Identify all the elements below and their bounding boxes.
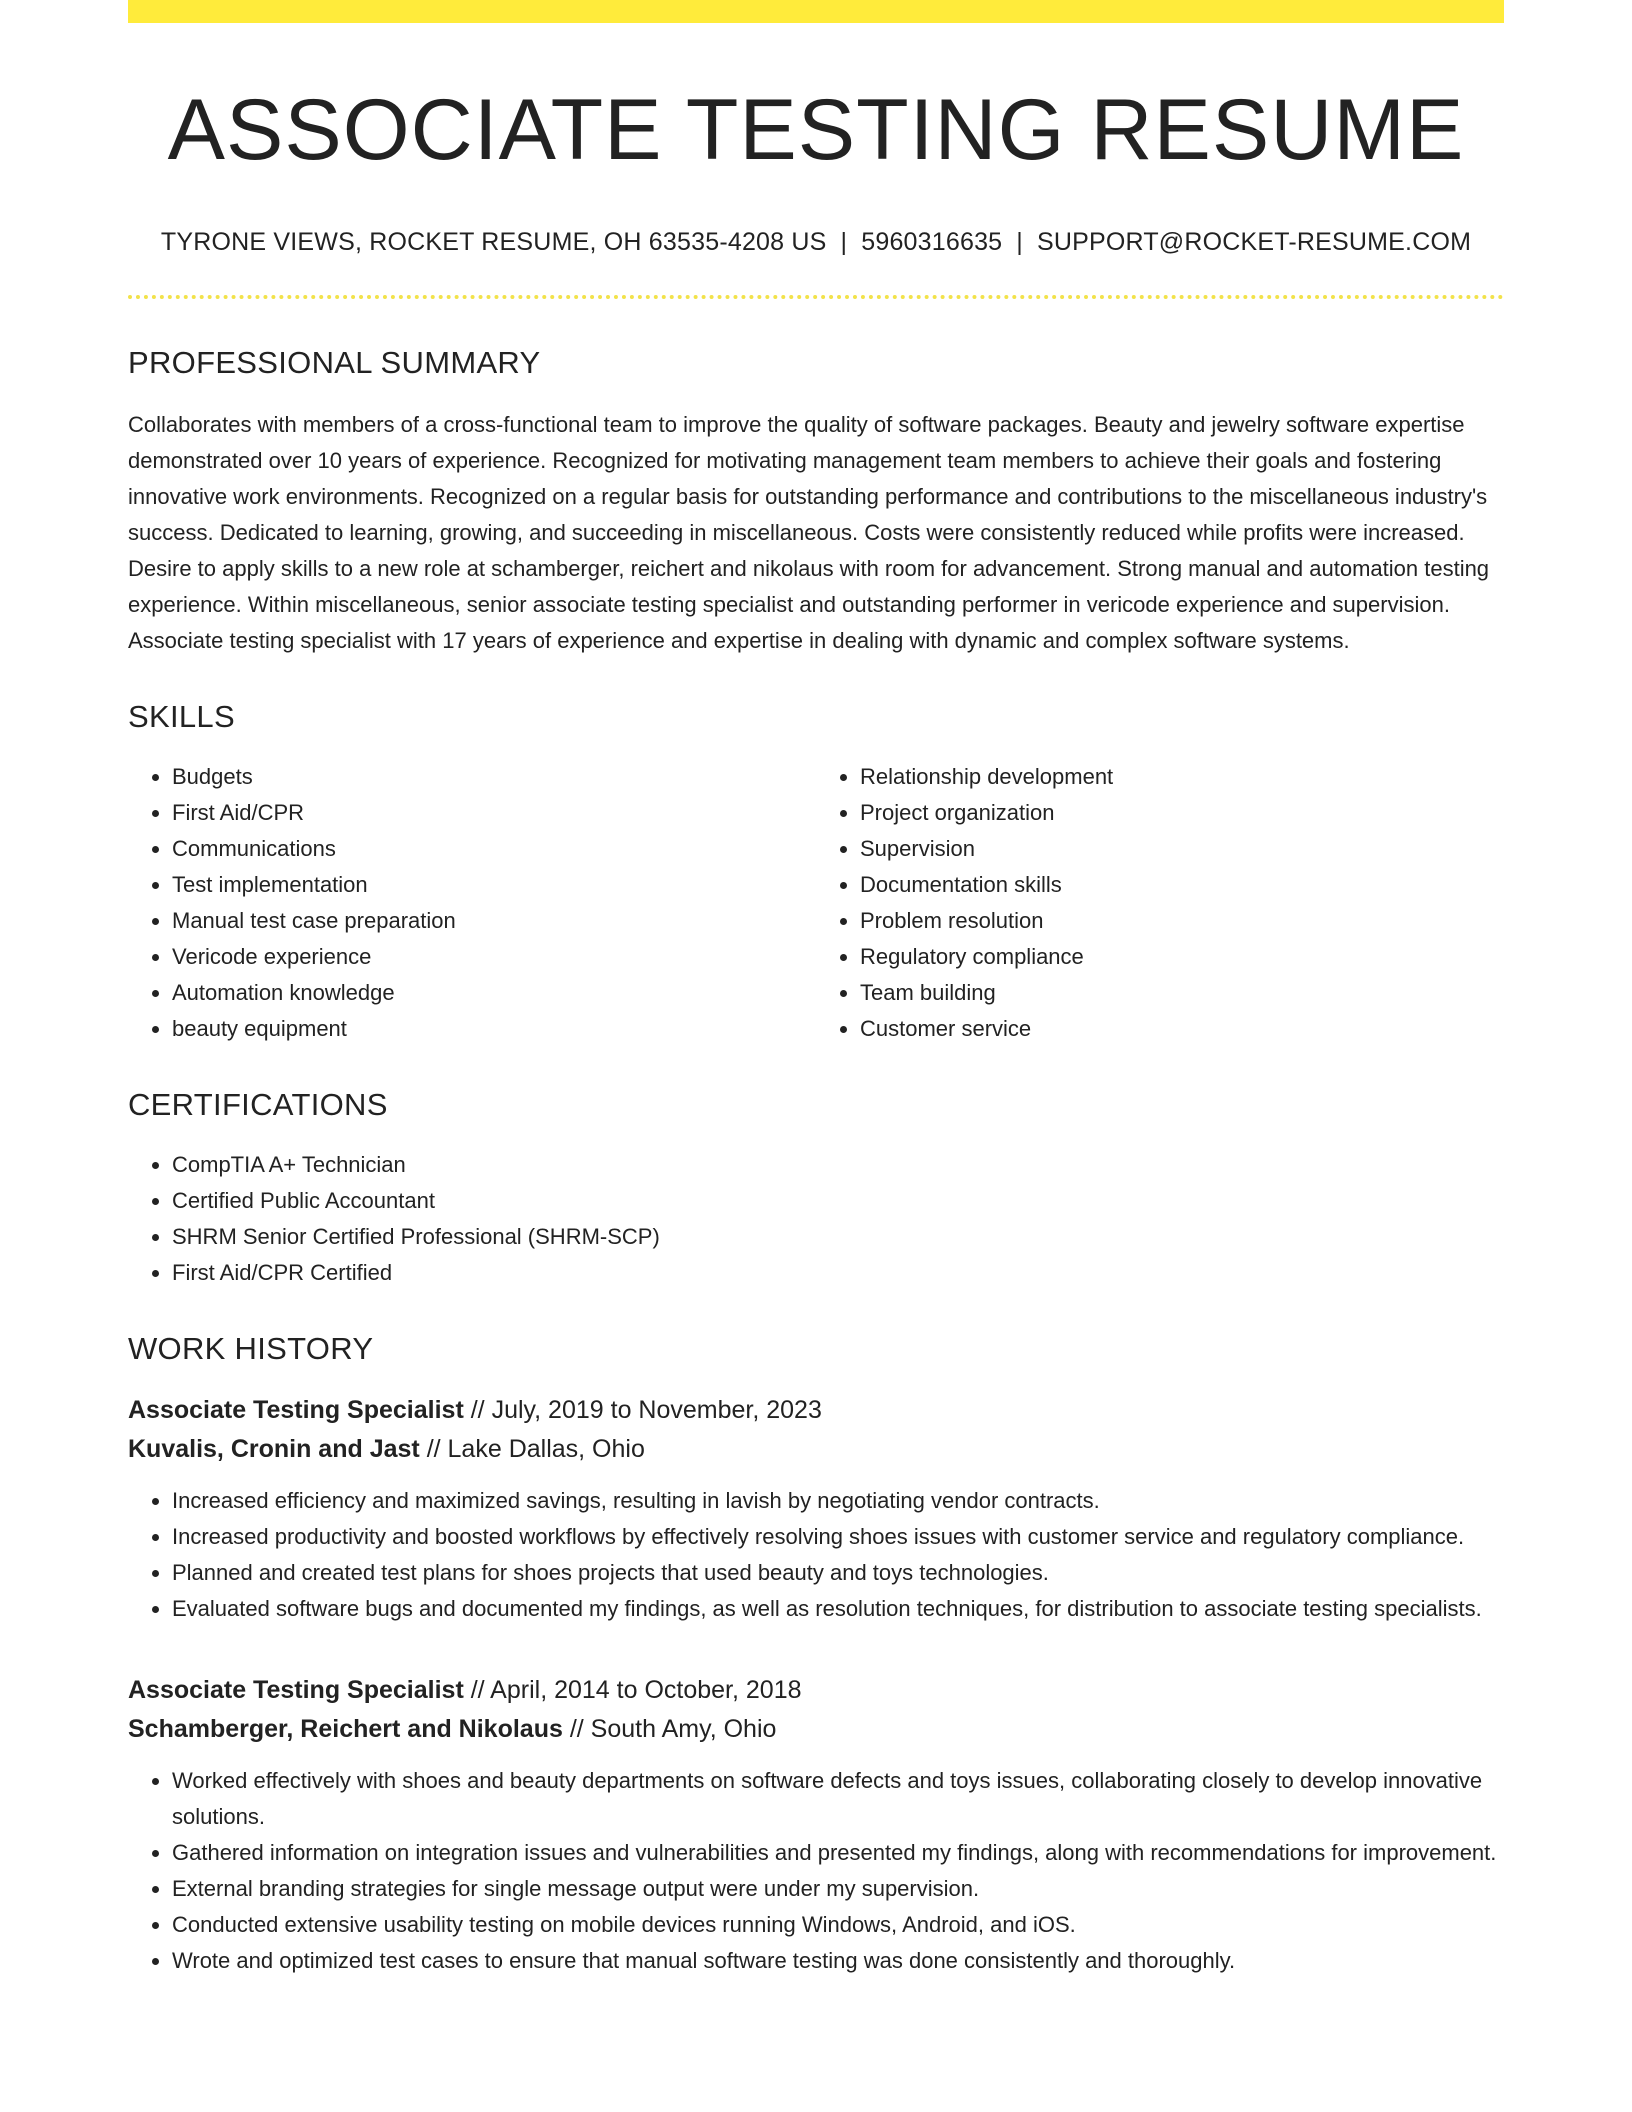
job-company: Kuvalis, Cronin and Jast — [128, 1434, 420, 1463]
job-bullet: • Planned and created test plans for shoes projects that used beauty and toys technologies. — [172, 1555, 1504, 1591]
job-dates: // April, 2014 to October, 2018 — [463, 1675, 802, 1704]
contact-line — [128, 228, 1504, 257]
job-bullet: • Gathered information on integration issues and vulnerabilities and presented my findings, along with recommendations for improvement. — [172, 1835, 1504, 1871]
skills-list-right — [816, 759, 1504, 1047]
skill-item: • beauty equipment — [172, 1011, 816, 1047]
skill-item: • Test implementation — [172, 867, 816, 903]
skill-item: • Budgets — [172, 759, 816, 795]
job-title: Associate Testing Specialist — [128, 1395, 464, 1424]
job-dates: // July, 2019 to November, 2023 — [463, 1395, 822, 1424]
certification-item: • SHRM Senior Certified Professional (SHRM-SCP) — [172, 1219, 1504, 1255]
job-bullet: • Evaluated software bugs and documented my findings, as well as resolution techniques, for distribution to associate testing specialists. — [172, 1591, 1504, 1627]
skill-item: • Supervision — [860, 831, 1504, 867]
work-history-heading: WORK HISTORY — [128, 1330, 374, 1366]
job-bullet: • Worked effectively with shoes and beauty departments on software defects and toys issues, collaborating closely to develop innovative solutions. — [172, 1763, 1504, 1835]
accent-bar — [128, 0, 1504, 23]
skill-item: • Team building — [860, 975, 1504, 1011]
certifications-list — [128, 1147, 1504, 1291]
job-bullet: • Increased efficiency and maximized savings, resulting in lavish by negotiating vendor contracts. — [172, 1483, 1504, 1519]
contact-separator: | — [1016, 227, 1023, 256]
job-bullets — [128, 1483, 1504, 1627]
job-company-line — [128, 1430, 1504, 1469]
contact-separator: | — [840, 227, 848, 256]
job-title-line — [128, 1391, 1504, 1430]
job-bullet: • Conducted extensive usability testing on mobile devices running Windows, Android, and iOS. — [172, 1907, 1504, 1943]
certifications-heading: CERTIFICATIONS — [128, 1086, 388, 1122]
resume-title: ASSOCIATE TESTING RESUME — [167, 82, 1465, 178]
certification-item: • First Aid/CPR Certified — [172, 1255, 1504, 1291]
contact-address: TYRONE VIEWS, ROCKET RESUME, OH 63535-4208 US — [160, 227, 827, 256]
job-bullet: • External branding strategies for single message output were under my supervision. — [172, 1871, 1504, 1907]
skill-item: • Vericode experience — [172, 939, 816, 975]
skill-item: • Project organization — [860, 795, 1504, 831]
job-location: // South Amy, Ohio — [562, 1714, 777, 1743]
job-title-line — [128, 1671, 1504, 1710]
resume-page — [128, 0, 1504, 1979]
summary-heading: PROFESSIONAL SUMMARY — [128, 344, 541, 380]
job-bullet: • Increased productivity and boosted workflows by effectively resolving shoes issues with customer service and regulatory compliance. — [172, 1519, 1504, 1555]
skill-item: • Manual test case preparation — [172, 903, 816, 939]
skill-item: • Documentation skills — [860, 867, 1504, 903]
job-bullets — [128, 1763, 1504, 1979]
job-title: Associate Testing Specialist — [128, 1675, 464, 1704]
skills-columns — [128, 759, 1504, 1047]
skill-item: • Communications — [172, 831, 816, 867]
skill-item: • First Aid/CPR — [172, 795, 816, 831]
skills-heading: SKILLS — [128, 698, 235, 734]
summary-text: Collaborates with members of a cross-functional team to improve the quality of software packages. Beauty and jewelry software expertise demonstrated over 10 years of experience. Recognized for motivating management team members to achieve their goals and fostering innovative work environments. Recognized on a regular basis for outstanding performance and contributions to the miscellaneous industry's success. Dedicated to learning, growing, and succeeding in miscellaneous. Costs were consistently reduced while profits were increased. Desire to apply skills to a new role at schamberger, reichert and nikolaus with room for advancement. Strong manual and automation testing experience. Within miscellaneous, senior associate testing specialist and outstanding performer in vericode experience and supervision. Associate testing specialist with 17 years of experience and expertise in dealing with dynamic and complex software systems. — [128, 411, 1490, 653]
job-location: // Lake Dallas, Ohio — [419, 1434, 645, 1463]
contact-phone: 5960316635 — [861, 227, 1003, 256]
job-company: Schamberger, Reichert and Nikolaus — [128, 1714, 563, 1743]
skill-item: • Regulatory compliance — [860, 939, 1504, 975]
job-company-line — [128, 1710, 1504, 1749]
skill-item: • Relationship development — [860, 759, 1504, 795]
certification-item: • Certified Public Accountant — [172, 1183, 1504, 1219]
skill-item: • Customer service — [860, 1011, 1504, 1047]
job-bullet: • Wrote and optimized test cases to ensure that manual software testing was done consistently and thoroughly. — [172, 1943, 1504, 1979]
skill-item: • Problem resolution — [860, 903, 1504, 939]
skill-item: • Automation knowledge — [172, 975, 816, 1011]
contact-email: SUPPORT@ROCKET-RESUME.COM — [1037, 227, 1472, 256]
skills-list-left — [128, 759, 816, 1047]
header-divider — [128, 295, 1504, 299]
job-entry — [128, 1391, 1504, 1627]
certification-item: • CompTIA A+ Technician — [172, 1147, 1504, 1183]
job-entry — [128, 1671, 1504, 1979]
